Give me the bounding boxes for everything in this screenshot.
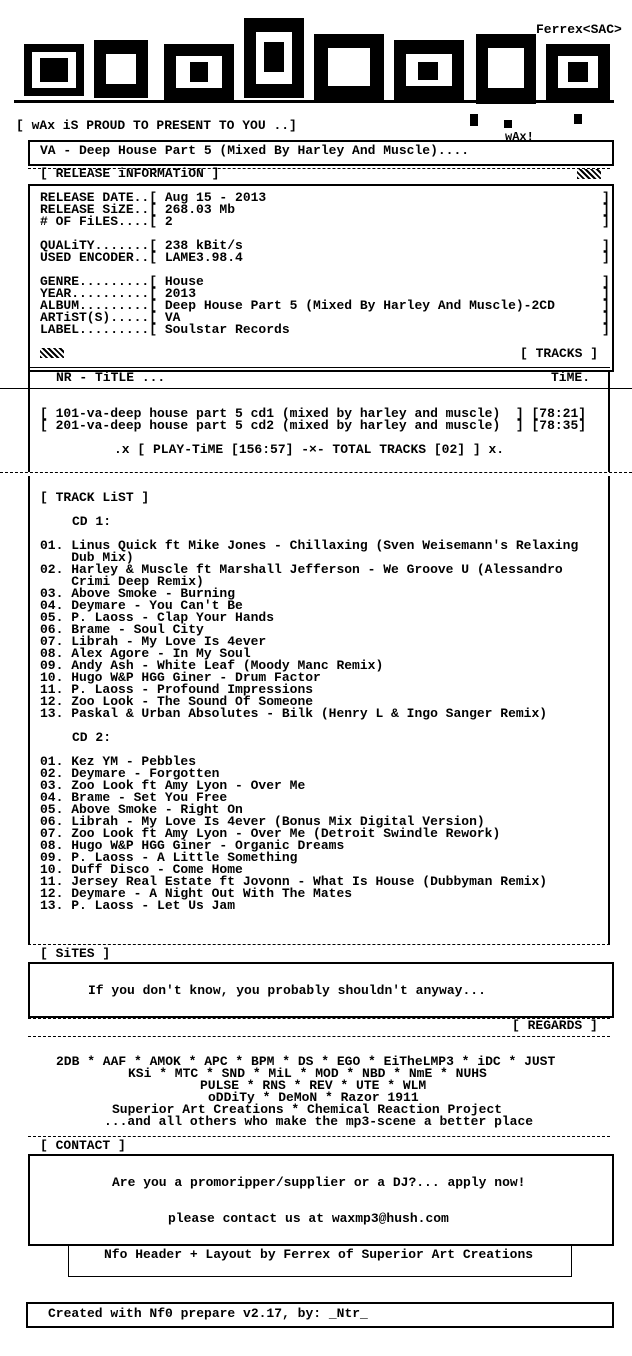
contact-email[interactable]: please contact us at waxmp3@hush.com [168,1211,449,1226]
sites-text: If you don't know, you probably shouldn't anyway... [88,983,486,998]
cd2-track: 05. Above Smoke - Right On [40,802,243,817]
contact-heading: [ CONTACT ] [40,1138,126,1153]
proud-banner: [ wAx iS PROUD TO PRESENT TO YOU ..] [16,118,297,133]
tracks-heading: [ TRACKS ] [520,346,599,361]
cd1-track: 04. Deymare - You Can't Be [40,598,243,613]
cd2-track: 08. Hugo W&P HGG Giner - Organic Dreams [40,838,345,853]
cd1-track: 03. Above Smoke - Burning [40,586,236,601]
frame-right [608,372,610,472]
divider [0,472,632,473]
info-artists: ARTiST(S).....[ VA [40,310,181,325]
info-genre: GENRE.........[ House [40,274,204,289]
cd1-track: 01. Linus Quick ft Mike Jones - Chillaxing (Sven Weisemann's Relaxing [40,538,579,553]
layout-credits: Nfo Header + Layout by Ferrex of Superior Art Creations [104,1247,534,1262]
cd1-track: Dub Mix) [40,550,134,565]
cd1-label: CD 1: [72,514,112,529]
divider [28,1136,610,1137]
bracket-right: ] ] ] ] ] ] ] ] ] ] [602,190,610,337]
regards-line: KSi * MTC * SND * MiL * MOD * NBD * NmE * NUHS [128,1066,487,1081]
cd2-track: 04. Brame - Set You Free [40,790,228,805]
regards-line: PULSE * RNS * REV * UTE * WLM [200,1078,427,1093]
cd1-track: 13. Paskal & Urban Absolutes - Bilk (Henry L & Ingo Sanger Remix) [40,706,548,721]
tracklist-heading: [ TRACK LiST ] [40,490,150,505]
divider [28,944,610,945]
divider [28,1036,610,1037]
cd1-track: 08. Alex Agore - In My Soul [40,646,251,661]
info-album: ALBUM.........[ Deep House Part 5 (Mixed By Harley And Muscle)-2CD [40,298,555,313]
cd2-track: 13. P. Laoss - Let Us Jam [40,898,236,913]
cd2-label: CD 2: [72,730,112,745]
col-time: TiME. [551,370,591,385]
cd2-track: 12. Deymare - A Night Out With The Mates [40,886,353,901]
cd1-track: 02. Harley & Muscle ft Marshall Jefferson - We Groove U (Alessandro [40,562,563,577]
contact-box [28,1154,614,1246]
info-year: YEAR..........[ 2013 [40,286,197,301]
frame-right [608,476,610,944]
contact-apply: Are you a promoripper/supplier or a DJ?... apply now! [112,1175,526,1190]
info-num-files: # OF FiLES....[ 2 [40,214,173,229]
info-release-date: RELEASE DATE..[ Aug 15 - 2013 [40,190,267,205]
hatch-decor [577,169,601,179]
info-label: LABEL.........[ Soulstar Records [40,322,290,337]
info-release-size: RELEASE SiZE..[ 268.03 Mb [40,202,236,217]
cd1-track: 12. Zoo Look - The Sound Of Someone [40,694,314,709]
divider [0,388,632,389]
divider [28,367,610,368]
wax-small-label: wAx! [505,130,534,144]
col-title: NR - TiTLE ... [56,370,166,385]
cd2-track: 11. Jersey Real Estate ft Jovonn - What Is House (Dubbyman Remix) [40,874,548,889]
cd2-track: 03. Zoo Look ft Amy Lyon - Over Me [40,778,306,793]
frame-left [28,372,30,472]
created-with: Created with Nf0 prepare v2.17, by: _Ntr_ [48,1306,368,1321]
artist-tag: Ferrex<SAC> [536,22,622,37]
cd2-track: 09. P. Laoss - A Little Something [40,850,298,865]
regards-line: oDDiTy * DeMoN * Razor 1911 [208,1090,419,1105]
frame-left [28,476,30,944]
release-title: VA - Deep House Part 5 (Mixed By Harley And Muscle).... [40,143,470,158]
cd1-track: 11. P. Laoss - Profound Impressions [40,682,314,697]
regards-heading: [ REGARDS ] [512,1018,598,1033]
cd1-track: 05. P. Laoss - Clap Your Hands [40,610,275,625]
regards-line: Superior Art Creations * Chemical Reaction Project [112,1102,503,1117]
playtime-summary: .x [ PLAY-TiME [156:57] -×- TOTAL TRACKS [02] ] x. [114,442,505,457]
sites-heading: [ SiTES ] [40,946,111,961]
cd2-track: 06. Librah - My Love Is 4ever (Bonus Mix Digital Version) [40,814,485,829]
info-quality: QUALiTY.......[ 238 kBit/s [40,238,243,253]
release-info-heading: [ RELEASE iNFORMATiON ] [40,166,220,181]
cd2-track: 10. Duff Disco - Come Home [40,862,243,877]
regards-line: 2DB * AAF * AMOK * APC * BPM * DS * EGO * EiTheLMP3 * iDC * JUST [56,1054,556,1069]
track-file-1: [ 101-va-deep house part 5 cd1 (mixed by harley and muscle) ] [78:21] [40,406,587,421]
info-encoder: USED ENCODER..[ LAME3.98.4 [40,250,243,265]
cd2-track: 07. Zoo Look ft Amy Lyon - Over Me (Detroit Swindle Rework) [40,826,501,841]
cd1-track: Crimi Deep Remix) [40,574,204,589]
hatch-decor [40,348,64,358]
track-file-2: [ 201-va-deep house part 5 cd2 (mixed by harley and muscle) ] [78:35] [40,418,587,433]
cd2-track: 02. Deymare - Forgotten [40,766,220,781]
wax-ascii-logo [14,14,626,133]
cd1-track: 06. Brame - Soul City [40,622,204,637]
cd2-track: 01. Kez YM - Pebbles [40,754,197,769]
cd1-track: 07. Librah - My Love Is 4ever [40,634,267,649]
cd1-track: 09. Andy Ash - White Leaf (Moody Manc Remix) [40,658,384,673]
regards-line: ...and all others who make the mp3-scene a better place [104,1114,534,1129]
cd1-track: 10. Hugo W&P HGG Giner - Drum Factor [40,670,321,685]
